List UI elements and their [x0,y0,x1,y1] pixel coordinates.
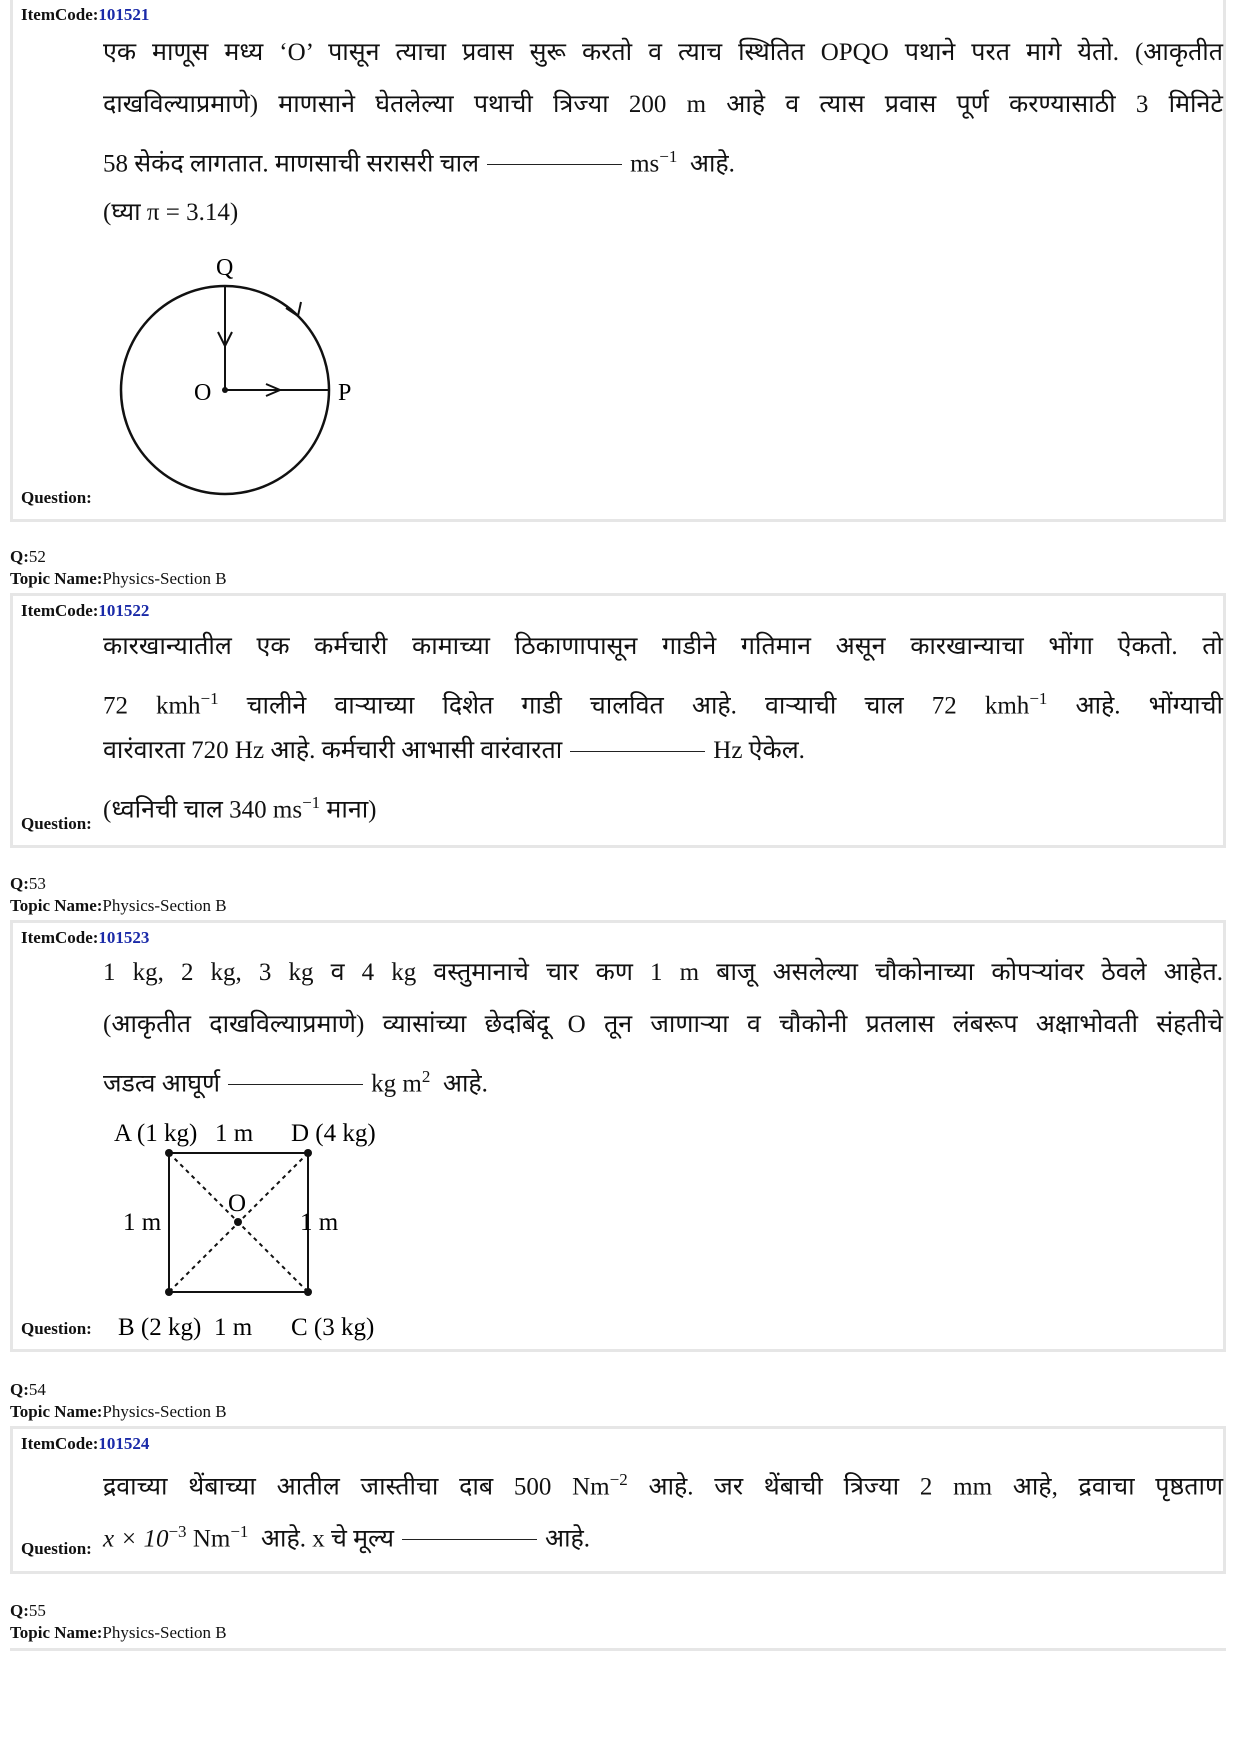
item-code: ItemCode:101524 [21,1434,150,1453]
mass-point-d [304,1149,312,1157]
item-code: ItemCode:101523 [21,928,150,947]
question-label: Question: [21,488,92,507]
mass-point-c [304,1288,312,1296]
question-label: Question: [21,1319,92,1338]
circle-path-figure [108,250,368,510]
q55-number: Q:55 [10,1601,46,1620]
q52-line-3: वारंवारता 720 Hz आहे. कर्मचारी आभासी वारंवारता Hz ऐकेल. [103,737,805,764]
label-q: Q [216,255,234,281]
q53-number: Q:53 [10,874,46,893]
q54-number: Q:54 [10,1380,46,1399]
square-masses-figure [98,1113,438,1353]
q52-line-4: (ध्वनिची चाल 340 $ms^{-1}$ माना) [103,793,377,824]
question-label: Question: [21,1539,92,1558]
label-c: C (3 kg) [291,1314,375,1341]
question-box-101524 [10,1426,1226,1574]
label-d: D (4 kg) [291,1120,376,1147]
question-box-top-edge [10,1648,1226,1651]
q52-line-1: कारखान्यातील एक कर्मचारी कामाच्या ठिकाणापासून गाडीने गतिमान असून कारखान्याचा भोंगा ऐकतो. तो [103,633,1223,660]
q53-line-1: 1 kg, 2 kg, 3 kg व 4 kg वस्तुमानाचे चार कण 1 m बाजू असलेल्या चौकोनाच्या कोपऱ्यांवर ठेवले आहेत. [103,959,1223,986]
q52-line-2: 72 kmh$^{-1}$ चालीने वाऱ्याच्या दिशेत गाडी चालवित आहे. वाऱ्याची चाल 72 kmh$^{-1}$ आहे. भोंग्याची [103,689,1223,720]
q51-line-3: 58 सेकंद लागतात. माणसाची सरासरी चाल $ms^{-1}$ आहे. [103,147,735,178]
label-p: P [338,380,352,406]
question-box-101523 [10,920,1226,1352]
q54-line-2: $x \times 10^{-3}$ $Nm^{-1}$ आहे. x चे मूल्य आहे. [103,1522,591,1553]
q54-topic: Topic Name:Physics-Section B [10,1402,227,1421]
q54-line-1: द्रवाच्या थेंबाच्या आतील जास्तीचा दाब 500 $Nm^{-2}$ आहे. जर थेंबाची त्रिज्या 2 mm आहे, द्रवाचा पृष्ठताण [103,1470,1224,1501]
q52-topic: Topic Name:Physics-Section B [10,569,227,588]
center-point [222,387,228,393]
q53-line-2: (आकृतीत दाखविल्याप्रमाणे) व्यासांच्या छेदबिंदू O तून जाणाऱ्या व चौकोनी प्रतलास लंबरूप अक्षाभोवती संहतीचे [103,1011,1223,1038]
mass-point-b [165,1288,173,1296]
label-o: O [194,380,212,406]
question-label: Question: [21,814,92,833]
q52-number: Q:52 [10,547,46,566]
answer-blank [228,1084,363,1085]
q51-line-1: एक माणूस मध्य ‘O’ पासून त्याचा प्रवास सुरू करतो व त्याच स्थितित OPQO पथाने परत मागे येतो. (आकृतीत [103,39,1223,66]
label-a: A (1 kg) [114,1120,198,1147]
item-code: ItemCode:101521 [21,5,150,24]
q51-hint: (घ्या π = 3.14) [103,199,239,226]
question-box-101522 [10,593,1226,848]
label-right-side: 1 m [300,1209,339,1236]
label-top-side: 1 m [215,1120,254,1147]
answer-blank [402,1539,537,1540]
question-box-101521 [10,0,1226,522]
label-bottom-side: 1 m [214,1314,253,1341]
q55-topic: Topic Name:Physics-Section B [10,1623,227,1642]
arc-arrow-icon [286,302,301,316]
label-b: B (2 kg) [118,1314,202,1341]
label-o: O [228,1190,247,1217]
answer-blank [487,164,622,165]
item-code: ItemCode:101522 [21,601,150,620]
q51-line-2: दाखविल्याप्रमाणे) माणसाने घेतलेल्या पथाची त्रिज्या 200 m आहे व त्यास प्रवास पूर्ण करण्यासाठी 3 मिनिटे [103,91,1223,118]
answer-blank [570,751,705,752]
q53-line-3: जडत्व आघूर्ण kg $m^2$ आहे. [103,1067,488,1098]
q53-topic: Topic Name:Physics-Section B [10,896,227,915]
label-left-side: 1 m [123,1209,162,1236]
center-point [234,1218,242,1226]
mass-point-a [165,1149,173,1157]
